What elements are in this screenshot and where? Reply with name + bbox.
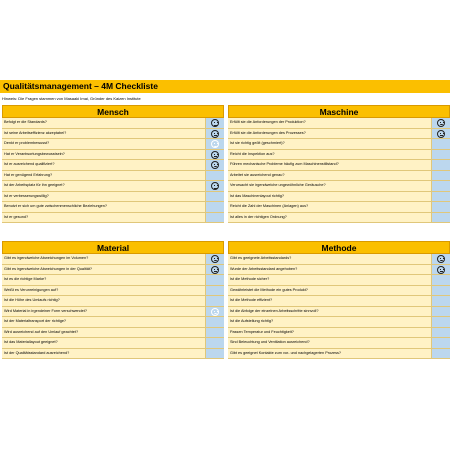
status-cell[interactable]: [431, 286, 450, 296]
checklist-row: [2, 181, 224, 192]
checklist-row: [228, 338, 450, 349]
question-text: Erfüllt sie die Anforderungen des Prozesses?: [230, 130, 306, 135]
question-text: Wird Material in irgendeiner Form verschwendet?: [4, 308, 87, 313]
status-cell[interactable]: [205, 118, 224, 128]
panel-maschine: [228, 105, 450, 223]
status-cell[interactable]: [431, 317, 450, 327]
question-text: Sind Beleuchtung und Ventilation ausreichend?: [230, 340, 310, 344]
checklist-row: [228, 307, 450, 318]
question-text: Erfüllt sie die Anforderungen der Produktion?: [230, 120, 306, 124]
question-text: Ist das Materiallayout geeignet?: [4, 340, 58, 344]
question-text: Weißt es Verunreinigungen auf?: [4, 287, 59, 292]
status-cell[interactable]: [205, 139, 224, 149]
question-text: Ist er gesund?: [4, 214, 29, 219]
question-text: Ist das Maschinenlayout richtig?: [230, 193, 285, 198]
checklist-row: [228, 118, 450, 129]
checklist-row: [2, 265, 224, 276]
checklist-row: [228, 254, 450, 265]
status-cell[interactable]: [205, 338, 224, 348]
question-text: Führen mechanische Probleme häufig zum Maschinenstillstand?: [230, 162, 339, 166]
status-cell[interactable]: [205, 129, 224, 139]
checklist-row: [228, 349, 450, 360]
smiley-neutral-icon: [211, 130, 219, 138]
checklist-row: [2, 192, 224, 203]
status-cell[interactable]: [431, 202, 450, 212]
question-text: Verursacht sie irgendwelche ungewöhnliche Geräusche?: [230, 183, 326, 187]
checklist-row: [228, 150, 450, 161]
panel-title: Material: [2, 241, 224, 254]
status-cell[interactable]: [205, 181, 224, 191]
smiley-sad-icon: [211, 308, 219, 316]
status-cell[interactable]: [205, 192, 224, 202]
panel-mensch: [2, 105, 224, 223]
smiley-happy-icon: [211, 255, 219, 263]
checklist-row: [228, 139, 450, 150]
question-text: Passen Temperatur und Feuchtigkeit?: [230, 329, 294, 334]
checklist-row: [2, 129, 224, 140]
question-text: Reicht die Zahl der Maschinen (Anlagen) aus?: [230, 204, 309, 208]
status-cell[interactable]: [431, 328, 450, 338]
question-text: Ist die Abfolge der einzelnen Arbeitsschritte sinnvoll?: [230, 308, 319, 313]
checklist-row: [228, 213, 450, 224]
checklist-row: [228, 181, 450, 192]
status-cell[interactable]: [431, 338, 450, 348]
panel-title: Maschine: [228, 105, 450, 118]
smiley-neutral-icon: [211, 182, 219, 190]
checklist-row: [2, 171, 224, 182]
checklist-row: [228, 286, 450, 297]
smiley-neutral-icon: [437, 266, 445, 274]
panel-methode: [228, 241, 450, 359]
status-cell[interactable]: [431, 150, 450, 160]
status-cell[interactable]: [431, 275, 450, 285]
question-text: Denkt er problembewusst?: [4, 141, 50, 145]
checklist-row: [2, 118, 224, 129]
checklist-row: [2, 296, 224, 307]
status-cell[interactable]: [205, 349, 224, 359]
checklist-row: [2, 275, 224, 286]
smiley-neutral-icon: [211, 266, 219, 274]
question-text: Hat er Verantwortungsbewusstsein?: [4, 151, 65, 156]
question-text: Ist er verbesserungswillig?: [4, 193, 49, 198]
smiley-happy-icon: [437, 119, 445, 127]
checklist-row: [2, 213, 224, 224]
status-cell[interactable]: [205, 275, 224, 285]
checklist-row: [228, 192, 450, 203]
status-cell[interactable]: [431, 307, 450, 317]
question-text: Befolgt er die Standards?: [4, 120, 47, 124]
question-text: Arbeitet sie ausreichend genau?: [230, 172, 285, 177]
status-cell[interactable]: [431, 296, 450, 306]
question-text: Gewährleistet die Methode ein gutes Produkt?: [230, 287, 308, 292]
smiley-happy-icon: [211, 161, 219, 169]
question-text: Gibt es irgendwelche Abweichungen im Volumen?: [4, 256, 89, 260]
status-cell[interactable]: [205, 213, 224, 223]
page-title: Qualitätsmanagement – 4M Checkliste: [3, 81, 158, 91]
status-cell[interactable]: [431, 265, 450, 275]
checklist-row: [2, 139, 224, 150]
checklist-row: [2, 202, 224, 213]
checklist-sheet: [0, 80, 450, 370]
question-text: Gibt es irgendwelche Abweichungen in der Qualität?: [4, 266, 93, 271]
smiley-sad-icon: [211, 140, 219, 148]
status-cell[interactable]: [205, 171, 224, 181]
checklist-row: [228, 275, 450, 286]
panel-material: [2, 241, 224, 359]
question-text: Ist der Qualitätsstandard ausreichend?: [4, 350, 70, 355]
status-cell[interactable]: [205, 160, 224, 170]
question-text: Ist es die richtige Marke?: [4, 277, 47, 281]
smiley-neutral-icon: [437, 130, 445, 138]
smiley-neutral-icon: [211, 119, 219, 127]
status-cell[interactable]: [205, 317, 224, 327]
checklist-row: [228, 171, 450, 182]
smiley-neutral-icon: [211, 151, 219, 159]
question-text: Ist die Methode sicher?: [230, 277, 270, 281]
question-text: Gibt es geeignete Arbeitsstandards?: [230, 256, 292, 260]
question-text: Wird ausreichend auf den Umlauf geachtet?: [4, 329, 79, 334]
question-text: Ist seine Arbeitseffizienz akzeptabel?: [4, 130, 67, 135]
status-cell[interactable]: [205, 307, 224, 317]
question-text: Ist er ausreichend qualifiziert?: [4, 162, 55, 166]
status-cell[interactable]: [431, 139, 450, 149]
checklist-row: [228, 202, 450, 213]
checklist-row: [228, 129, 450, 140]
status-cell[interactable]: [205, 328, 224, 338]
question-text: Ist sie richtig geölt (geschmiert)?: [230, 141, 285, 145]
status-cell[interactable]: [431, 160, 450, 170]
checklist-row: [2, 317, 224, 328]
checklist-row: [2, 286, 224, 297]
status-cell[interactable]: [431, 129, 450, 139]
question-text: Ist die Aufstellung richtig?: [230, 319, 274, 323]
status-cell[interactable]: [205, 296, 224, 306]
question-text: Wurde der Arbeitsstandard angehoben?: [230, 266, 298, 271]
question-text: Benutzt er sich um gute zwischenmenschliche Beziehungen?: [4, 204, 107, 208]
checklist-row: [2, 254, 224, 265]
checklist-row: [228, 265, 450, 276]
checklist-row: [228, 317, 450, 328]
checklist-row: [228, 296, 450, 307]
status-cell[interactable]: [431, 349, 450, 359]
question-text: Gibt es geeignet Kontakte zum vor- und nachgelagerten Prozess?: [230, 350, 342, 355]
status-cell[interactable]: [205, 286, 224, 296]
status-cell[interactable]: [431, 192, 450, 202]
hint-text: Hinweis: Die Fragen stammen von Masaaki Imai, Gründer des Kaizen Institute: [2, 96, 141, 101]
question-text: Reicht die Inspektion aus?: [230, 151, 275, 156]
status-cell[interactable]: [205, 150, 224, 160]
status-cell[interactable]: [205, 202, 224, 212]
panel-title: Methode: [228, 241, 450, 254]
checklist-row: [228, 160, 450, 171]
checklist-row: [2, 328, 224, 339]
status-cell[interactable]: [431, 118, 450, 128]
checklist-row: [2, 160, 224, 171]
smiley-happy-icon: [437, 255, 445, 263]
status-cell[interactable]: [431, 254, 450, 264]
checklist-row: [228, 328, 450, 339]
status-cell[interactable]: [431, 171, 450, 181]
checklist-row: [2, 349, 224, 360]
panel-title: Mensch: [2, 105, 224, 118]
status-cell[interactable]: [431, 213, 450, 223]
status-cell[interactable]: [205, 265, 224, 275]
checklist-row: [2, 150, 224, 161]
question-text: Ist alles in der richtigen Ordnung?: [230, 214, 287, 219]
question-text: Ist die Methode effizient?: [230, 298, 273, 302]
question-text: Ist der Arbeitsplatz für ihn geeignet?: [4, 183, 65, 187]
question-text: Ist die Höhe des Umlaufs richtig?: [4, 298, 60, 302]
question-text: Hat er genügend Erfahrung?: [4, 172, 53, 177]
status-cell[interactable]: [205, 254, 224, 264]
checklist-row: [2, 307, 224, 318]
status-cell[interactable]: [431, 181, 450, 191]
question-text: Ist der Materialtransport der richtige?: [4, 319, 67, 323]
checklist-row: [2, 338, 224, 349]
title-bar: [0, 80, 450, 93]
